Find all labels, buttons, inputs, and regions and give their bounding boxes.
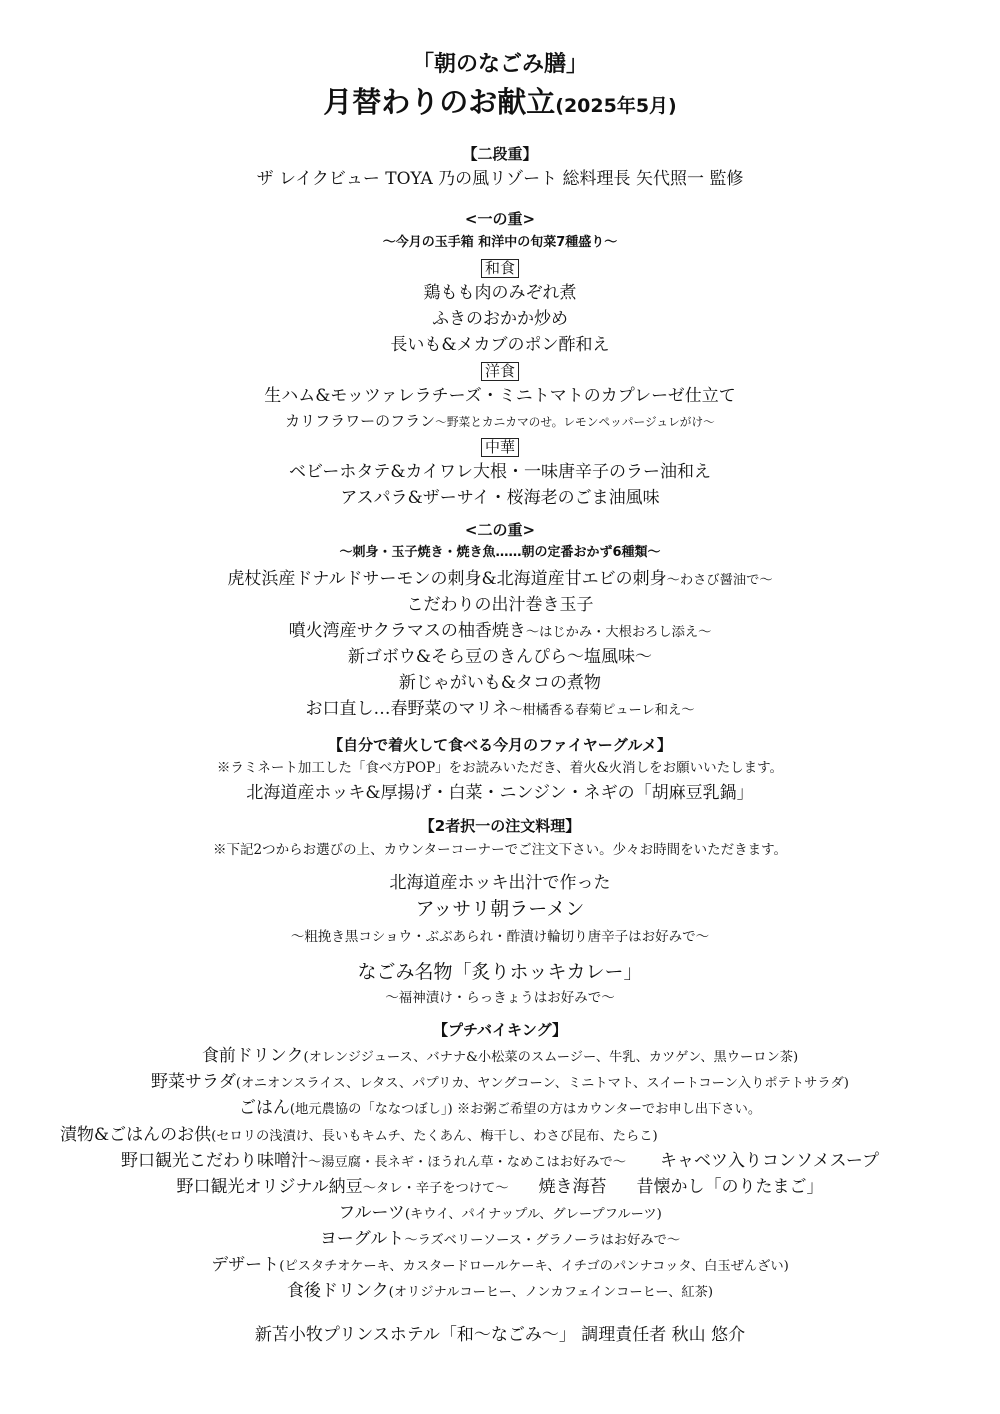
footer-credit: 新苫小牧プリンスホテル「和〜なごみ〜」 調理責任者 秋山 悠介 (254, 1325, 746, 1345)
washoku-item-3: 長いも&メカブのポン酢和え (390, 335, 610, 355)
petit-pickles: 漬物&ごはんのお供(セロリの浅漬け、長いもキムチ、たくあん、梅干し、わさび昆布、たらこ) (60, 1125, 658, 1145)
yoshoku-label: 洋食 (0, 362, 1000, 381)
petit-noritamago: 昔懐かし「のりたまご」 (636, 1177, 824, 1197)
petit-drink-before: 食前ドリンク(オレンジジュース、バナナ&小松菜のスムージー、牛乳、カツゲン、黒ウーロン茶) (201, 1046, 799, 1066)
curry-line-2: 〜福神漬け・らっきょうはお好みで〜 (385, 990, 615, 1006)
petit-nori: 焼き海苔 (538, 1177, 607, 1197)
chuka-label: 中華 (0, 438, 1000, 457)
menu-subtitle: 「朝のなごみ膳」 (411, 52, 588, 77)
washoku-label: 和食 (0, 259, 1000, 278)
ramen-line-2: アッサリ朝ラーメン (415, 898, 585, 920)
petit-dessert: デザート(ピスタチオケーキ、カスタードロールケーキ、イチゴのパンナコッタ、白玉ぜんざい) (211, 1255, 789, 1275)
nidanju-heading: 【二段重】 (462, 145, 538, 163)
washoku-item-1: 鶏もも肉のみぞれ煮 (423, 283, 577, 303)
ni-no-ju-subheading: 〜刺身・玉子焼き・焼き魚……朝の定番おかず6種類〜 (339, 545, 661, 560)
ni-no-ju-item-1: 虎杖浜産ドナルドサーモンの刺身&北海道産甘エビの刺身〜わさび醤油で〜 (227, 569, 773, 589)
washoku-item-2: ふきのおかか炒め (432, 309, 568, 329)
chuka-item-1: ベビーホタテ&カイワレ大根・一味唐辛子のラー油和え (289, 462, 711, 482)
ichi-no-ju-heading: <一の重> (464, 210, 536, 228)
chuka-item-2: アスパラ&ザーサイ・桜海老のごま油風味 (340, 488, 660, 508)
petit-salad: 野菜サラダ(オニオンスライス、レタス、パプリカ、ヤングコーン、ミニトマト、スイートコーン入りポテトサラダ) (151, 1072, 849, 1092)
ni-no-ju-heading: <二の重> (464, 521, 536, 539)
petit-miso-soup: 野口観光こだわり味噌汁〜湯豆腐・長ネギ・ほうれん草・なめこはお好みで〜 キャベツ入りコンソメスープ (121, 1151, 879, 1171)
order-heading: 【2者択一の注文料理】 (419, 817, 581, 835)
ramen-line-1: 北海道産ホッキ出汁で作った (389, 873, 611, 893)
menu-title-main: 月替わりのお献立 (323, 85, 556, 119)
fire-gourmet-note: ※ラミネート加工した「食べ方POP」をお読みいただき、着火&火消しをお願いいたします。 (216, 760, 784, 776)
ramen-line-3: 〜粗挽き黒コショウ・ぶぶあられ・酢漬け輪切り唐辛子はお好みで〜 (290, 929, 710, 945)
ni-no-ju-item-6: お口直し…春野菜のマリネ〜柑橘香る春菊ピューレ和え〜 (305, 699, 695, 719)
fire-gourmet-heading: 【自分で着火して食べる今月のファイヤーグルメ】 (328, 736, 672, 754)
petit-viking-heading: 【プチバイキング】 (432, 1021, 568, 1039)
menu-title (0, 86, 1000, 119)
menu-title-period: (2025年5月) (555, 95, 677, 117)
fire-gourmet-dish: 北海道産ホッキ&厚揚げ・白菜・ニンジン・ネギの「胡麻豆乳鍋」 (246, 783, 754, 803)
petit-consomme: キャベツ入りコンソメスープ (660, 1151, 879, 1171)
ni-no-ju-item-2: こだわりの出汁巻き玉子 (406, 595, 594, 615)
curry-line-1: なごみ名物「炙りホッキカレー」 (357, 961, 643, 983)
petit-yogurt: ヨーグルト〜ラズベリーソース・グラノーラはお好みで〜 (319, 1229, 681, 1249)
nidanju-supervisor: ザ レイクビュー TOYA 乃の風リゾート 総料理長 矢代照一 監修 (256, 169, 744, 189)
petit-natto: 野口観光オリジナル納豆〜タレ・辛子をつけて〜 焼き海苔 昔懐かし「のりたまご」 (176, 1177, 824, 1197)
yoshoku-item-1: 生ハム&モッツァレラチーズ・ミニトマトのカプレーゼ仕立て (264, 386, 736, 406)
yoshoku-item-2: カリフラワーのフラン〜野菜とカニカマのせ。レモンペッパージュレがけ〜 (285, 412, 715, 430)
petit-rice: ごはん(地元農協の「ななつぼし」) ※お粥ご希望の方はカウンターでお申し出下さい。 (238, 1098, 762, 1118)
order-note: ※下記2つからお選びの上、カウンターコーナーでご注文下さい。少々お時間をいただきます。 (213, 842, 787, 858)
ni-no-ju-item-3: 噴火湾産サクラマスの柚香焼き〜はじかみ・大根おろし添え〜 (288, 621, 712, 641)
ni-no-ju-item-5: 新じゃがいも&タコの煮物 (398, 673, 602, 693)
petit-fruits: フルーツ(キウイ、パイナップル、グレープフルーツ) (338, 1203, 662, 1223)
ichi-no-ju-subheading: 〜今月の玉手箱 和洋中の旬菜7種盛り〜 (382, 235, 618, 250)
petit-drink-after: 食後ドリンク(オリジナルコーヒー、ノンカフェインコーヒー、紅茶) (286, 1281, 714, 1301)
ni-no-ju-item-4: 新ゴボウ&そら豆のきんぴら〜塩風味〜 (347, 647, 653, 667)
